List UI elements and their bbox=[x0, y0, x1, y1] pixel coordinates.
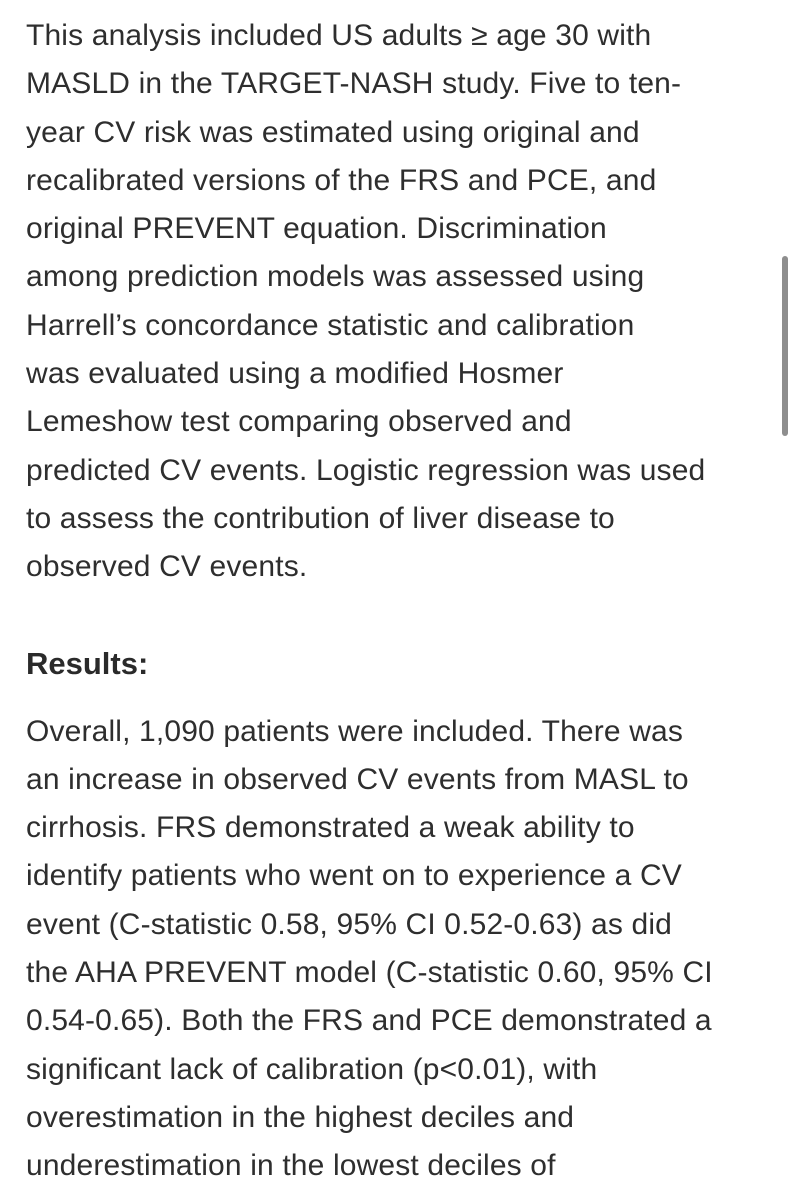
text-line: year CV risk was estimated using original and bbox=[26, 115, 640, 149]
article-body bbox=[26, 12, 766, 1191]
text-line: event (C-statistic 0.58, 95% CI 0.52-0.63) as did bbox=[26, 907, 672, 941]
vertical-scrollbar[interactable] bbox=[782, 256, 788, 436]
text-line: identify patients who went on to experience a CV bbox=[26, 859, 682, 893]
text-line: Lemeshow test comparing observed and bbox=[26, 405, 572, 439]
text-line: was evaluated using a modified Hosmer bbox=[26, 357, 564, 391]
text-line: an increase in observed CV events from MASL to bbox=[26, 762, 689, 796]
text-line: the AHA PREVENT model (C-statistic 0.60, 95% CI bbox=[26, 956, 713, 990]
methods-paragraph bbox=[26, 12, 766, 592]
text-line: among prediction models was assessed using bbox=[26, 260, 645, 294]
text-line: MASLD in the TARGET-NASH study. Five to ten- bbox=[26, 67, 682, 101]
text-line: original PREVENT equation. Discrimination bbox=[26, 212, 607, 246]
text-line: predicted CV events. Logistic regression was used bbox=[26, 453, 706, 487]
results-heading: Results: bbox=[26, 645, 149, 681]
section-spacer bbox=[26, 592, 766, 640]
text-line: This analysis included US adults ≥ age 30 with bbox=[26, 19, 652, 52]
text-line: Harrell’s concordance statistic and calibration bbox=[26, 308, 635, 342]
text-line: Overall, 1,090 patients were included. There was bbox=[26, 714, 684, 748]
section-spacer bbox=[26, 688, 766, 708]
text-line: observed CV events. bbox=[26, 550, 308, 584]
text-line: 0.54-0.65). Both the FRS and PCE demonstrated a bbox=[26, 1004, 712, 1038]
text-line: underestimation in the lowest deciles of bbox=[26, 1149, 556, 1183]
text-line: cirrhosis. FRS demonstrated a weak ability to bbox=[26, 811, 635, 845]
text-line: significant lack of calibration (p<0.01), with bbox=[26, 1052, 598, 1086]
results-paragraph bbox=[26, 708, 766, 1191]
text-line: to assess the contribution of liver disease to bbox=[26, 501, 615, 535]
text-line: overestimation in the highest deciles and bbox=[26, 1100, 575, 1134]
text-line: recalibrated versions of the FRS and PCE, and bbox=[26, 163, 657, 197]
